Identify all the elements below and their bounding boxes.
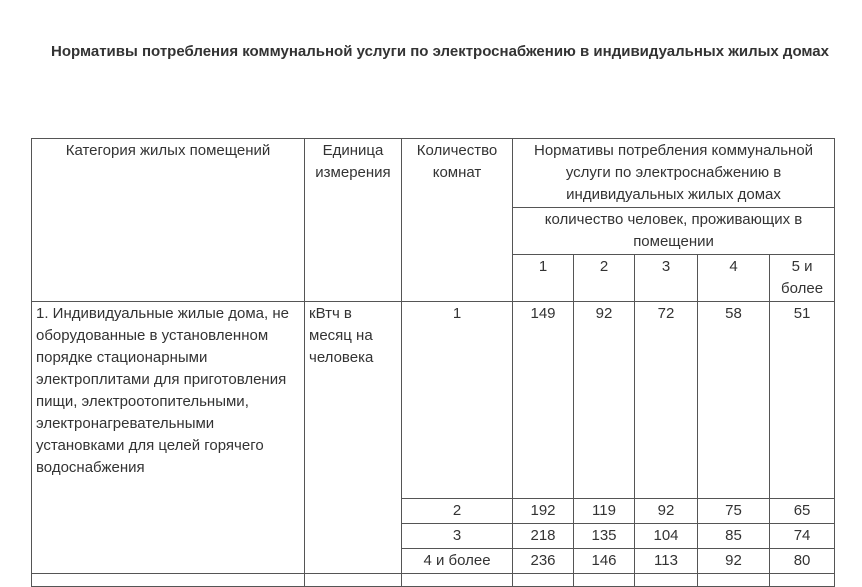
row-rooms: 2 <box>402 499 513 524</box>
row-value: 72 <box>635 302 698 499</box>
table-row <box>32 302 835 499</box>
row-rooms: 4 и более <box>402 549 513 574</box>
header-row-1 <box>32 139 835 208</box>
row-value: 236 <box>513 549 574 574</box>
page-title: Нормативы потребления коммунальной услуги по электроснабжению в индивидуальных жилых домах <box>51 43 829 60</box>
header-unit: Единица измерения <box>305 139 402 302</box>
row-value: 192 <box>513 499 574 524</box>
row-value: 104 <box>635 524 698 549</box>
row-value: 218 <box>513 524 574 549</box>
row-rooms: 3 <box>402 524 513 549</box>
row-value: 92 <box>698 549 770 574</box>
table-row-cut <box>32 574 835 587</box>
header-persons: количество человек, проживающих в помещении <box>513 208 835 255</box>
row-value: 74 <box>770 524 835 549</box>
header-norms: Нормативы потребления коммунальной услуги по электроснабжению в индивидуальных жилых домах <box>513 139 835 208</box>
row-unit: кВтч в месяц на человека <box>305 302 402 574</box>
table-cell-empty <box>698 574 770 587</box>
row-value: 146 <box>574 549 635 574</box>
row-value: 85 <box>698 524 770 549</box>
row-value: 92 <box>635 499 698 524</box>
table-cell-empty <box>635 574 698 587</box>
norms-table <box>31 138 835 587</box>
table-cell-empty <box>513 574 574 587</box>
row-value: 135 <box>574 524 635 549</box>
row-value: 92 <box>574 302 635 499</box>
header-person-col: 4 <box>698 255 770 302</box>
row-value: 75 <box>698 499 770 524</box>
row-rooms: 1 <box>402 302 513 499</box>
row-value: 80 <box>770 549 835 574</box>
row-value: 58 <box>698 302 770 499</box>
table-cell-empty <box>770 574 835 587</box>
row-category: 1. Индивидуальные жилые дома, не оборудованные в установленном порядке стационарными электроплитами для приготовления пищи, электроотопительными, электронагревательными установками для целей горячего водоснабжения <box>32 302 305 574</box>
row-value: 65 <box>770 499 835 524</box>
row-value: 51 <box>770 302 835 499</box>
row-value: 149 <box>513 302 574 499</box>
header-rooms: Количество комнат <box>402 139 513 302</box>
header-person-col: 3 <box>635 255 698 302</box>
header-person-col: 1 <box>513 255 574 302</box>
header-person-col: 2 <box>574 255 635 302</box>
header-person-col: 5 и более <box>770 255 835 302</box>
table-cell-empty <box>574 574 635 587</box>
table-cell-empty <box>402 574 513 587</box>
row-value: 113 <box>635 549 698 574</box>
table-cell-empty <box>32 574 305 587</box>
table-cell-empty <box>305 574 402 587</box>
row-value: 119 <box>574 499 635 524</box>
header-category: Категория жилых помещений <box>32 139 305 302</box>
